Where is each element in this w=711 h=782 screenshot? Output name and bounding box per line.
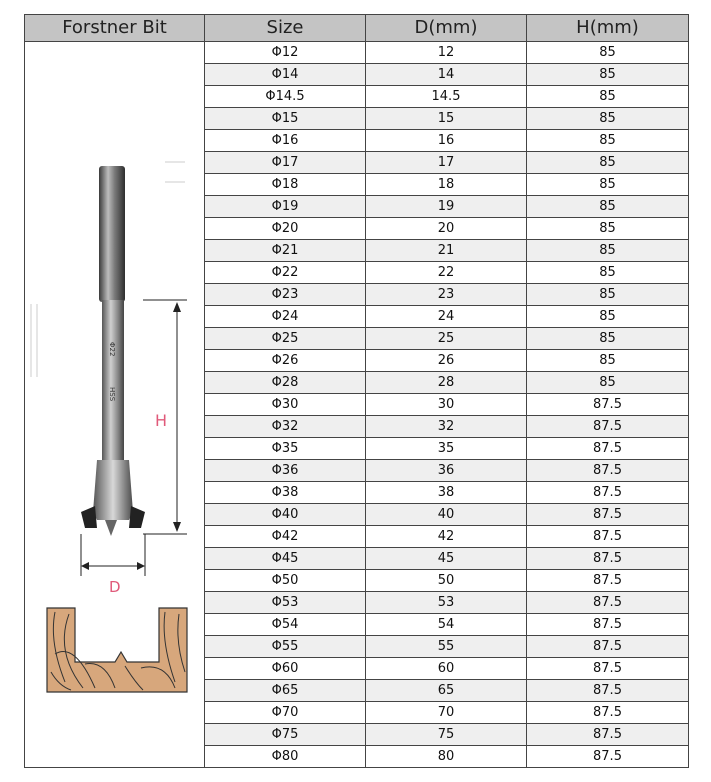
cell-d-mm: 40 <box>366 504 527 526</box>
header-d-mm: D(mm) <box>366 15 527 42</box>
cell-size: Φ14 <box>205 64 366 86</box>
cell-d-mm: 54 <box>366 614 527 636</box>
cell-size: Φ18 <box>205 174 366 196</box>
cell-size: Φ14.5 <box>205 86 366 108</box>
header-size: Size <box>205 15 366 42</box>
cell-size: Φ21 <box>205 240 366 262</box>
cell-size: Φ38 <box>205 482 366 504</box>
cell-d-mm: 28 <box>366 372 527 394</box>
cell-h-mm: 85 <box>527 262 689 284</box>
cell-size: Φ32 <box>205 416 366 438</box>
header-h-mm: H(mm) <box>527 15 689 42</box>
cell-size: Φ22 <box>205 262 366 284</box>
cell-d-mm: 55 <box>366 636 527 658</box>
cell-h-mm: 87.5 <box>527 570 689 592</box>
cell-size: Φ45 <box>205 548 366 570</box>
cell-d-mm: 17 <box>366 152 527 174</box>
header-forstner-bit: Forstner Bit <box>25 15 205 42</box>
cell-h-mm: 87.5 <box>527 680 689 702</box>
svg-text:Φ22: Φ22 <box>108 342 116 357</box>
cell-d-mm: 80 <box>366 746 527 768</box>
cell-h-mm: 87.5 <box>527 702 689 724</box>
cell-d-mm: 14.5 <box>366 86 527 108</box>
cell-size: Φ53 <box>205 592 366 614</box>
cell-size: Φ24 <box>205 306 366 328</box>
cell-d-mm: 36 <box>366 460 527 482</box>
cell-h-mm: 85 <box>527 174 689 196</box>
cell-size: Φ35 <box>205 438 366 460</box>
cell-size: Φ40 <box>205 504 366 526</box>
cell-h-mm: 85 <box>527 284 689 306</box>
cell-d-mm: 70 <box>366 702 527 724</box>
svg-text:HSS: HSS <box>108 387 116 402</box>
bit-shank <box>99 166 125 302</box>
cell-d-mm: 25 <box>366 328 527 350</box>
cell-h-mm: 85 <box>527 218 689 240</box>
cell-d-mm: 23 <box>366 284 527 306</box>
cell-d-mm: 35 <box>366 438 527 460</box>
cell-h-mm: 87.5 <box>527 724 689 746</box>
cell-size: Φ25 <box>205 328 366 350</box>
cell-d-mm: 15 <box>366 108 527 130</box>
cell-d-mm: 19 <box>366 196 527 218</box>
cell-h-mm: 87.5 <box>527 504 689 526</box>
cell-h-mm: 87.5 <box>527 460 689 482</box>
dimension-d-label: D <box>109 578 121 596</box>
cell-d-mm: 20 <box>366 218 527 240</box>
forstner-bit-illustration <box>25 42 205 762</box>
cell-d-mm: 75 <box>366 724 527 746</box>
cell-h-mm: 87.5 <box>527 526 689 548</box>
cell-d-mm: 65 <box>366 680 527 702</box>
cell-d-mm: 21 <box>366 240 527 262</box>
cell-h-mm: 87.5 <box>527 592 689 614</box>
cell-d-mm: 32 <box>366 416 527 438</box>
cell-h-mm: 85 <box>527 350 689 372</box>
cell-h-mm: 85 <box>527 130 689 152</box>
cell-h-mm: 87.5 <box>527 636 689 658</box>
cell-h-mm: 87.5 <box>527 746 689 768</box>
cell-d-mm: 42 <box>366 526 527 548</box>
cell-h-mm: 87.5 <box>527 482 689 504</box>
cell-size: Φ28 <box>205 372 366 394</box>
cell-size: Φ42 <box>205 526 366 548</box>
cell-size: Φ20 <box>205 218 366 240</box>
cell-size: Φ12 <box>205 42 366 64</box>
cell-d-mm: 45 <box>366 548 527 570</box>
cell-d-mm: 16 <box>366 130 527 152</box>
bit-head <box>93 460 133 520</box>
cell-size: Φ50 <box>205 570 366 592</box>
cell-size: Φ54 <box>205 614 366 636</box>
header-row <box>25 15 689 42</box>
cell-d-mm: 24 <box>366 306 527 328</box>
cell-d-mm: 50 <box>366 570 527 592</box>
cell-size: Φ17 <box>205 152 366 174</box>
cell-h-mm: 87.5 <box>527 394 689 416</box>
cell-size: Φ23 <box>205 284 366 306</box>
cell-h-mm: 87.5 <box>527 416 689 438</box>
cell-d-mm: 60 <box>366 658 527 680</box>
cell-size: Φ19 <box>205 196 366 218</box>
cell-h-mm: 87.5 <box>527 438 689 460</box>
cell-size: Φ60 <box>205 658 366 680</box>
cell-h-mm: 85 <box>527 372 689 394</box>
cell-h-mm: 85 <box>527 306 689 328</box>
cell-h-mm: 85 <box>527 86 689 108</box>
cell-size: Φ30 <box>205 394 366 416</box>
cell-h-mm: 85 <box>527 42 689 64</box>
cell-h-mm: 85 <box>527 64 689 86</box>
spec-table <box>24 14 689 768</box>
cell-size: Φ75 <box>205 724 366 746</box>
cell-h-mm: 85 <box>527 196 689 218</box>
cell-h-mm: 87.5 <box>527 614 689 636</box>
cell-d-mm: 53 <box>366 592 527 614</box>
cell-size: Φ70 <box>205 702 366 724</box>
cell-d-mm: 38 <box>366 482 527 504</box>
cell-d-mm: 26 <box>366 350 527 372</box>
cell-h-mm: 85 <box>527 108 689 130</box>
cell-d-mm: 18 <box>366 174 527 196</box>
cell-d-mm: 30 <box>366 394 527 416</box>
dimension-h-label: H <box>155 411 168 430</box>
bit-illustration-cell <box>25 42 205 768</box>
cell-h-mm: 85 <box>527 152 689 174</box>
cell-size: Φ16 <box>205 130 366 152</box>
cell-d-mm: 22 <box>366 262 527 284</box>
cell-size: Φ65 <box>205 680 366 702</box>
cell-h-mm: 87.5 <box>527 548 689 570</box>
wood-section <box>47 608 187 692</box>
cell-h-mm: 85 <box>527 328 689 350</box>
cell-size: Φ55 <box>205 636 366 658</box>
table-row <box>25 42 689 64</box>
cell-size: Φ80 <box>205 746 366 768</box>
cell-size: Φ15 <box>205 108 366 130</box>
cell-h-mm: 87.5 <box>527 658 689 680</box>
cell-size: Φ26 <box>205 350 366 372</box>
cell-d-mm: 14 <box>366 64 527 86</box>
cell-h-mm: 85 <box>527 240 689 262</box>
bit-body <box>102 300 124 460</box>
cell-d-mm: 12 <box>366 42 527 64</box>
cell-size: Φ36 <box>205 460 366 482</box>
